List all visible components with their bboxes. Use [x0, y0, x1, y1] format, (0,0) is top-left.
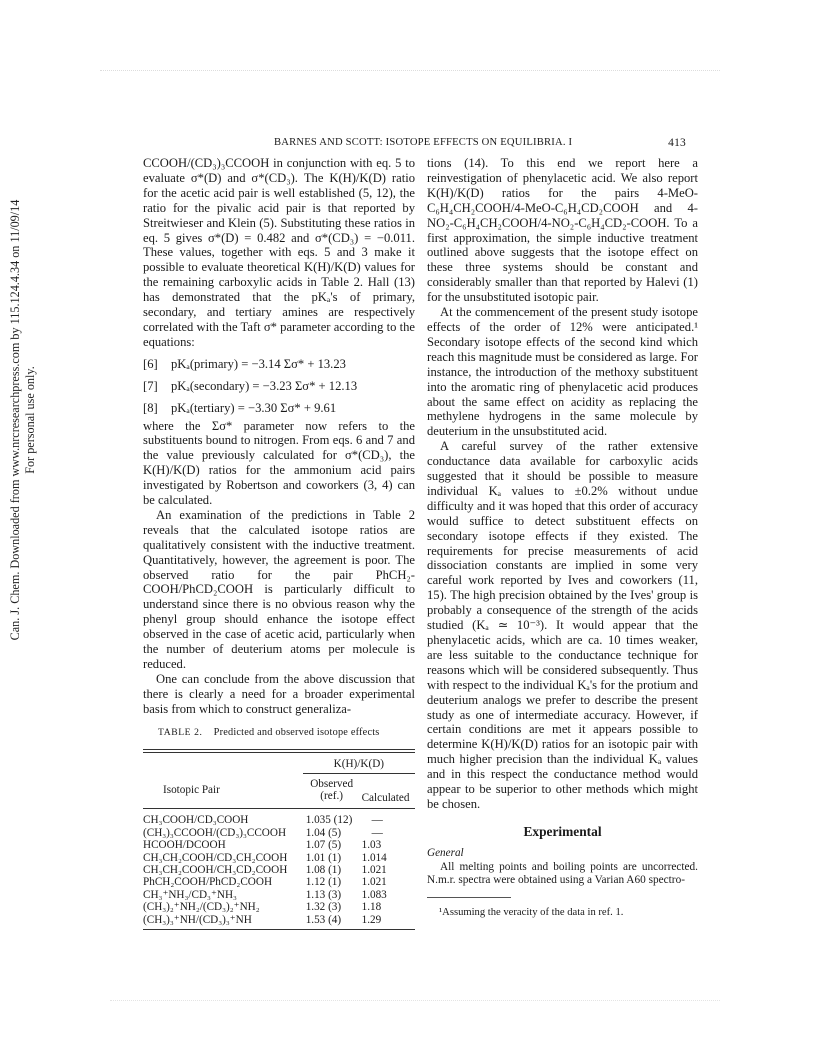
download-watermark — [4, 140, 48, 700]
equation-number: [6] — [143, 356, 158, 371]
scan-artifact-top — [100, 70, 720, 71]
table-caption-text: Predicted and observed isotope effects — [213, 726, 380, 738]
cell-observed: 1.01 (1) — [305, 851, 342, 864]
table-row — [143, 827, 415, 839]
table-row — [143, 864, 415, 876]
cell-calculated: 1.021 — [361, 876, 387, 889]
table-label: TABLE 2. — [158, 726, 203, 738]
table-row — [143, 809, 415, 826]
cell-observed: 1.08 (1) — [305, 863, 342, 876]
paragraph: tions (14). To this end we report here a reinvestigation of phenylacetic acid. We also report K(H)/K(D) ratios for the pairs 4-MeO-C₆H₄CH₂COOH/4-MeO-C₆H₄CD₂COOH and 4-NO₂-C₆H₄CH₂COOH/4-NO₂-C₆H₄CD₂-COOH. To a first approximation, the simple inductive treatment outlined above suggests that the isotope effect on these three systems should be constant and considerably smaller than that reported by Halevi (1) for the unsubstituted isotopic pair. — [427, 156, 698, 305]
equation-text: pKₐ(secondary) = −3.23 Σσ* + 12.13 — [171, 378, 358, 393]
right-column — [427, 156, 698, 921]
footnote: ¹Assuming the veracity of the data in ref. 1. — [439, 907, 624, 919]
paragraph: At the commencement of the present study isotope effects of the order of 12% were anticipated.¹ Secondary isotope effects of the second kind which reach this magnitude must be considered as large. For instance, the introduction of the methoxy substituent into the aromatic ring of phenylacetic acid produces about the same effect on acidity as replacing the methylene hydrogens in the same molecule by deuterium in the unsubstituted acid. — [427, 305, 698, 439]
observed-ref-label: (ref.) — [320, 790, 343, 803]
running-header — [250, 137, 686, 153]
table-row — [143, 901, 415, 913]
subsection-heading: General — [427, 846, 464, 859]
col-header-calculated: Calculated — [361, 791, 410, 804]
watermark-line-source: Can. J. Chem. Downloaded from www.nrcresearchpress.com by 115.124.4.34 on 11/09/14 — [8, 199, 22, 641]
cell-pair: PhCH₂COOH/PhCD₂COOH — [143, 876, 273, 889]
cell-observed: 1.035 (12) — [305, 814, 353, 827]
page-number: 413 — [668, 137, 686, 149]
cell-calculated: — — [371, 826, 383, 839]
cell-observed: 1.53 (4) — [305, 913, 342, 926]
section-heading: Experimental — [523, 823, 602, 839]
paragraph: CCOOH/(CD₃)₃CCOOH in conjunction with eq. 5 to evaluate σ*(D) and σ*(CD₃). The K(H)/K(D) ratio for the acetic acid pair is well established (5, 12), the ratio for the pivalic acid pair is that reported by Streitwieser and Klein (5). Substituting these ratios in eq. 5 gives σ*(D) = 0.482 and σ*(CD₃) = −0.011. These values, together with eqs. 5 and 3 make it possible to evaluate theoretical K(H)/K(D) values for the remaining carboxylic acids in Table 2. Hall (13) has demonstrated that the pKₐ's of primary, secondary, and tertiary amines are respectively correlated with the Taft σ* parameter according to the equations: — [143, 156, 415, 349]
cell-pair: (CH₃)₂⁺NH₂/(CD₃)₂⁺NH₂ — [143, 901, 260, 914]
equation-8 — [143, 401, 415, 416]
equation-6 — [143, 357, 415, 372]
cell-pair: CH₃CH₂COOH/CH₃CD₂COOH — [143, 863, 288, 876]
table-row — [143, 876, 415, 888]
cell-calculated: 1.18 — [361, 901, 382, 914]
footnote-rule — [427, 897, 511, 898]
table-row — [143, 889, 415, 901]
cell-observed: 1.12 (1) — [305, 876, 342, 889]
equation-number: [7] — [143, 378, 158, 393]
cell-observed: 1.32 (3) — [305, 901, 342, 914]
paragraph: A careful survey of the rather extensive conductance data available for carboxylic acids suggested that it should be possible to measure individual Kₐ values to ±0.2% without undue difficulty and it was hoped that this order of accuracy would suffice to detect substituent effects on secondary isotope effects if they existed. The requirements for precise measurements of acid dissociation constants are implied in some very careful work reported by Ives and coworkers (11, 15). The high precision obtained by the Ives' group is probably a consequence of the strength of the acids studied (Kₐ ≃ 10⁻³). It would appear that the phenylacetic acids, which are ca. 10 times weaker, are less suitable to the conductance technique for reasons which will be considered subsequently. Thus with respect to the individual Kₐ's for the protium and deuterium analogs we prefer to describe the present study as one of intermediate accuracy. However, if certain conditions are met it appears possible to determine K(H)/K(D) ratios for an isotopic pair with much higher precision than the individual Kₐ values and in this respect the conductance method would appear to be superior to other methods which might be chosen. — [427, 439, 698, 811]
table-row — [143, 839, 415, 851]
observed-label: Observed — [310, 777, 354, 790]
equation-number: [8] — [143, 400, 158, 415]
cell-calculated: — — [371, 814, 383, 827]
table-caption — [158, 726, 415, 741]
table-row — [143, 914, 415, 929]
cell-calculated: 1.014 — [361, 851, 387, 864]
equation-text: pKₐ(tertiary) = −3.30 Σσ* + 9.61 — [171, 400, 337, 415]
cell-observed: 1.13 (3) — [305, 888, 342, 901]
equation-text: pKₐ(primary) = −3.14 Σσ* + 13.23 — [171, 356, 346, 371]
cell-observed: 1.07 (5) — [305, 839, 342, 852]
running-title: BARNES AND SCOTT: ISOTOPE EFFECTS ON EQUILIBRIA. I — [274, 137, 573, 148]
paragraph: An examination of the predictions in Table 2 reveals that the calculated isotope ratios are qualitatively consistent with the inductive treatment. Quantitatively, however, the agreement is poor. The observed ratio for the pair PhCH₂-COOH/PhCD₂COOH is particularly difficult to understand since there is no obvious reason why the phenyl group should enhance the isotope effect observed in the case of acetic acid, particularly when the number of deuterium atoms per molecule is reduced. — [143, 507, 415, 671]
watermark-line-usage: For personal use only. — [23, 366, 37, 474]
col-header-observed — [303, 773, 358, 808]
cell-pair: (CH₃)₃⁺NH/(CD₃)₃⁺NH — [143, 913, 252, 926]
paragraph: All melting points and boiling points are uncorrected. N.m.r. spectra were obtained using a Varian A60 spectro- — [427, 860, 698, 886]
scan-artifact-bottom — [110, 1000, 720, 1001]
cell-pair: (CH₃)₃CCOOH/(CD₃)₃CCOOH — [143, 826, 287, 839]
isotope-effects-table — [143, 753, 415, 929]
left-column — [143, 156, 415, 930]
cell-calculated: 1.083 — [361, 888, 387, 901]
cell-pair: HCOOH/DCOOH — [143, 839, 226, 852]
cell-calculated: 1.021 — [361, 863, 387, 876]
paragraph: where the Σσ* parameter now refers to the substituents bound to nitrogen. From eqs. 6 and 7 and the value previously calculated for σ*(CD₃), the K(H)/K(D) ratios for the ammonium acid pairs investigated by Robertson and coworkers (3, 4) can be calculated. — [143, 418, 415, 508]
cell-observed: 1.04 (5) — [305, 826, 342, 839]
col-header-pair: Isotopic Pair — [163, 784, 220, 797]
cell-pair: CH₃CH₂COOH/CD₃CH₂COOH — [143, 851, 288, 864]
cell-calculated: 1.03 — [361, 839, 382, 852]
col-group-header: K(H)/K(D) — [303, 753, 415, 774]
cell-pair: CH₃COOH/CD₃COOH — [143, 814, 249, 827]
equation-7 — [143, 379, 415, 394]
table-row — [143, 852, 415, 864]
paragraph: One can conclude from the above discussion that there is clearly a need for a broader experimental basis from which to construct generaliza- — [143, 671, 415, 716]
table-bottom-rule — [143, 929, 415, 930]
cell-calculated: 1.29 — [361, 913, 382, 926]
cell-pair: CH₃⁺NH₃/CD₃⁺NH₃ — [143, 888, 237, 901]
